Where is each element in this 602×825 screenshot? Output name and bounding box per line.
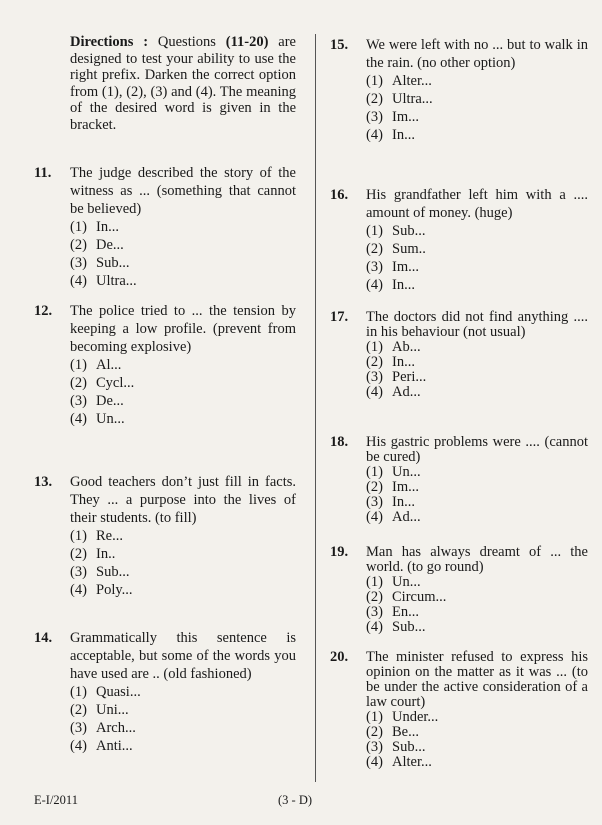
option-item: [366, 620, 588, 635]
option-text: De...: [96, 393, 124, 409]
question-stem: His grandfather left him with a .... amount of money. (huge): [366, 187, 588, 221]
column-divider: [315, 34, 316, 782]
option-number: (2): [366, 241, 383, 257]
option-text: Sub...: [96, 255, 130, 271]
option-text: Peri...: [392, 369, 427, 385]
option-number: (4): [366, 509, 383, 525]
option-number: (1): [70, 219, 87, 235]
option-number: (1): [70, 684, 87, 700]
question-stem: The police tried to ... the tension by keeping a low profile. (prevent from becoming explosive): [70, 303, 296, 355]
option-text: En...: [392, 604, 419, 620]
option-text: Im...: [392, 479, 419, 495]
option-number: (3): [70, 564, 87, 580]
option-number: (1): [70, 357, 87, 373]
option-number: (4): [70, 273, 87, 289]
option-text: Anti...: [96, 738, 133, 754]
option-item: [366, 222, 588, 240]
option-number: (3): [70, 255, 87, 271]
option-item: [366, 340, 588, 355]
option-number: (3): [366, 739, 383, 755]
option-item: [366, 465, 588, 480]
option-text: Un...: [96, 411, 125, 427]
option-item: [366, 385, 588, 400]
option-item: [366, 510, 588, 525]
question-19: [330, 545, 588, 635]
option-item: [70, 218, 296, 236]
option-number: (3): [366, 259, 383, 275]
option-item: [366, 90, 588, 108]
option-item: [70, 410, 296, 428]
option-number: (2): [70, 546, 87, 562]
question-stem: Good teachers don’t just fill in facts. They ... a purpose into the lives of their students. (to fill): [70, 474, 296, 526]
option-item: [70, 392, 296, 410]
option-text: Ad...: [392, 384, 421, 400]
option-number: (3): [70, 393, 87, 409]
option-number: (4): [366, 384, 383, 400]
question-number: 12.: [34, 303, 53, 319]
option-text: In...: [392, 277, 415, 293]
option-item: [366, 72, 588, 90]
question-20: [330, 650, 588, 770]
option-text: In...: [392, 354, 415, 370]
option-number: (1): [366, 339, 383, 355]
option-item: [366, 590, 588, 605]
option-item: [70, 254, 296, 272]
option-number: (3): [366, 494, 383, 510]
option-text: In...: [96, 219, 119, 235]
option-text: De...: [96, 237, 124, 253]
option-text: Im...: [392, 109, 419, 125]
option-number: (4): [70, 738, 87, 754]
option-item: [70, 356, 296, 374]
question-number: 20.: [330, 649, 349, 665]
question-number: 11.: [34, 165, 52, 181]
option-number: (1): [366, 574, 383, 590]
options-list: [366, 222, 588, 294]
question-stem: We were left with no ... but to walk in the rain. (no other option): [366, 37, 588, 71]
option-text: Ab...: [392, 339, 421, 355]
options-list: [70, 218, 296, 290]
option-text: Sub...: [96, 564, 130, 580]
directions-label: Directions :: [70, 34, 149, 50]
option-text: Uni...: [96, 702, 129, 718]
question-number: 13.: [34, 474, 53, 490]
options-list: [366, 340, 588, 400]
option-item: [366, 258, 588, 276]
options-list: [366, 72, 588, 144]
directions-text-a: Questions: [148, 34, 226, 50]
option-item: [366, 108, 588, 126]
question-stem: The doctors did not find anything .... in his behaviour (not usual): [366, 309, 588, 340]
question-17: [330, 310, 588, 400]
option-number: (2): [70, 702, 87, 718]
option-text: Sub...: [392, 739, 426, 755]
option-text: In...: [392, 127, 415, 143]
question-18: [330, 435, 588, 525]
question-16: [330, 186, 588, 294]
option-text: Im...: [392, 259, 419, 275]
option-item: [366, 276, 588, 294]
option-number: (3): [70, 720, 87, 736]
option-number: (3): [366, 604, 383, 620]
option-text: Quasi...: [96, 684, 141, 700]
option-number: (1): [366, 709, 383, 725]
option-text: Ultra...: [392, 91, 433, 107]
page-number: (3 - D): [278, 793, 313, 807]
option-item: [70, 563, 296, 581]
option-number: (1): [366, 464, 383, 480]
question-stem: Grammatically this sentence is acceptable, but some of the words you have used are .. (old fashioned): [70, 630, 296, 682]
option-item: [70, 683, 296, 701]
option-text: In..: [96, 546, 116, 562]
option-number: (2): [70, 375, 87, 391]
option-number: (2): [366, 724, 383, 740]
option-item: [70, 719, 296, 737]
question-stem: Man has always dreamt of ... the world. (to go round): [366, 544, 588, 575]
directions-range: (11-20): [225, 34, 269, 50]
option-number: (1): [70, 528, 87, 544]
options-list: [70, 356, 296, 428]
question-15: [330, 36, 588, 144]
option-number: (2): [366, 91, 383, 107]
option-number: (4): [70, 411, 87, 427]
option-item: [366, 710, 588, 725]
option-item: [366, 495, 588, 510]
option-item: [366, 355, 588, 370]
question-number: 15.: [330, 37, 349, 53]
option-text: Un...: [392, 464, 421, 480]
option-item: [366, 740, 588, 755]
option-number: (4): [70, 582, 87, 598]
question-12: [34, 302, 296, 428]
option-item: [70, 236, 296, 254]
question-stem: The minister refused to express his opinion on the matter as it was ... (to be under the active consideration of a law court): [366, 649, 588, 710]
options-list: [366, 575, 588, 635]
option-text: Poly...: [96, 582, 133, 598]
option-item: [70, 701, 296, 719]
options-list: [366, 465, 588, 525]
option-text: Sub...: [392, 619, 426, 635]
option-text: Un...: [392, 574, 421, 590]
option-text: Alter...: [392, 754, 432, 770]
option-number: (4): [366, 127, 383, 143]
question-11: [34, 164, 296, 290]
exam-code: E-I/2011: [34, 793, 78, 807]
options-list: [366, 710, 588, 770]
directions-block: [70, 34, 296, 133]
option-item: [366, 240, 588, 258]
option-number: (2): [366, 589, 383, 605]
option-item: [70, 545, 296, 563]
option-text: Be...: [392, 724, 419, 740]
option-item: [70, 737, 296, 755]
option-item: [70, 527, 296, 545]
option-number: (2): [366, 479, 383, 495]
option-number: (3): [366, 109, 383, 125]
option-item: [70, 581, 296, 599]
option-number: (4): [366, 277, 383, 293]
option-item: [366, 480, 588, 495]
question-number: 14.: [34, 630, 53, 646]
question-number: 16.: [330, 187, 349, 203]
option-text: Ad...: [392, 509, 421, 525]
option-item: [70, 272, 296, 290]
question-number: 18.: [330, 434, 349, 450]
options-list: [70, 527, 296, 599]
option-text: Under...: [392, 709, 439, 725]
option-text: Circum...: [392, 589, 447, 605]
option-item: [366, 370, 588, 385]
option-item: [366, 755, 588, 770]
option-item: [70, 374, 296, 392]
option-number: (3): [366, 369, 383, 385]
option-text: Al...: [96, 357, 122, 373]
option-text: Ultra...: [96, 273, 137, 289]
option-text: Sum..: [392, 241, 426, 257]
question-13: [34, 473, 296, 599]
question-14: [34, 629, 296, 755]
option-item: [366, 126, 588, 144]
option-number: (2): [366, 354, 383, 370]
option-number: (4): [366, 619, 383, 635]
option-text: Arch...: [96, 720, 136, 736]
left-column: [34, 34, 296, 754]
option-text: Alter...: [392, 73, 432, 89]
option-item: [366, 605, 588, 620]
option-item: [366, 725, 588, 740]
option-item: [366, 575, 588, 590]
question-stem: The judge described the story of the witness as ... (something that cannot be believed): [70, 165, 296, 217]
option-number: (1): [366, 223, 383, 239]
option-number: (1): [366, 73, 383, 89]
question-stem: His gastric problems were .... (cannot be cured): [366, 434, 588, 465]
option-number: (2): [70, 237, 87, 253]
option-text: Re...: [96, 528, 123, 544]
option-number: (4): [366, 754, 383, 770]
option-text: In...: [392, 494, 415, 510]
directions-text-b: are designed to test your ability to use the right prefix. Darken the correct option from (1), (2), (3) and (4). The meaning of the desired word is given in the bracket.: [70, 34, 296, 133]
options-list: [70, 683, 296, 755]
question-number: 19.: [330, 544, 349, 560]
option-text: Cycl...: [96, 375, 135, 391]
question-number: 17.: [330, 309, 349, 325]
option-text: Sub...: [392, 223, 426, 239]
